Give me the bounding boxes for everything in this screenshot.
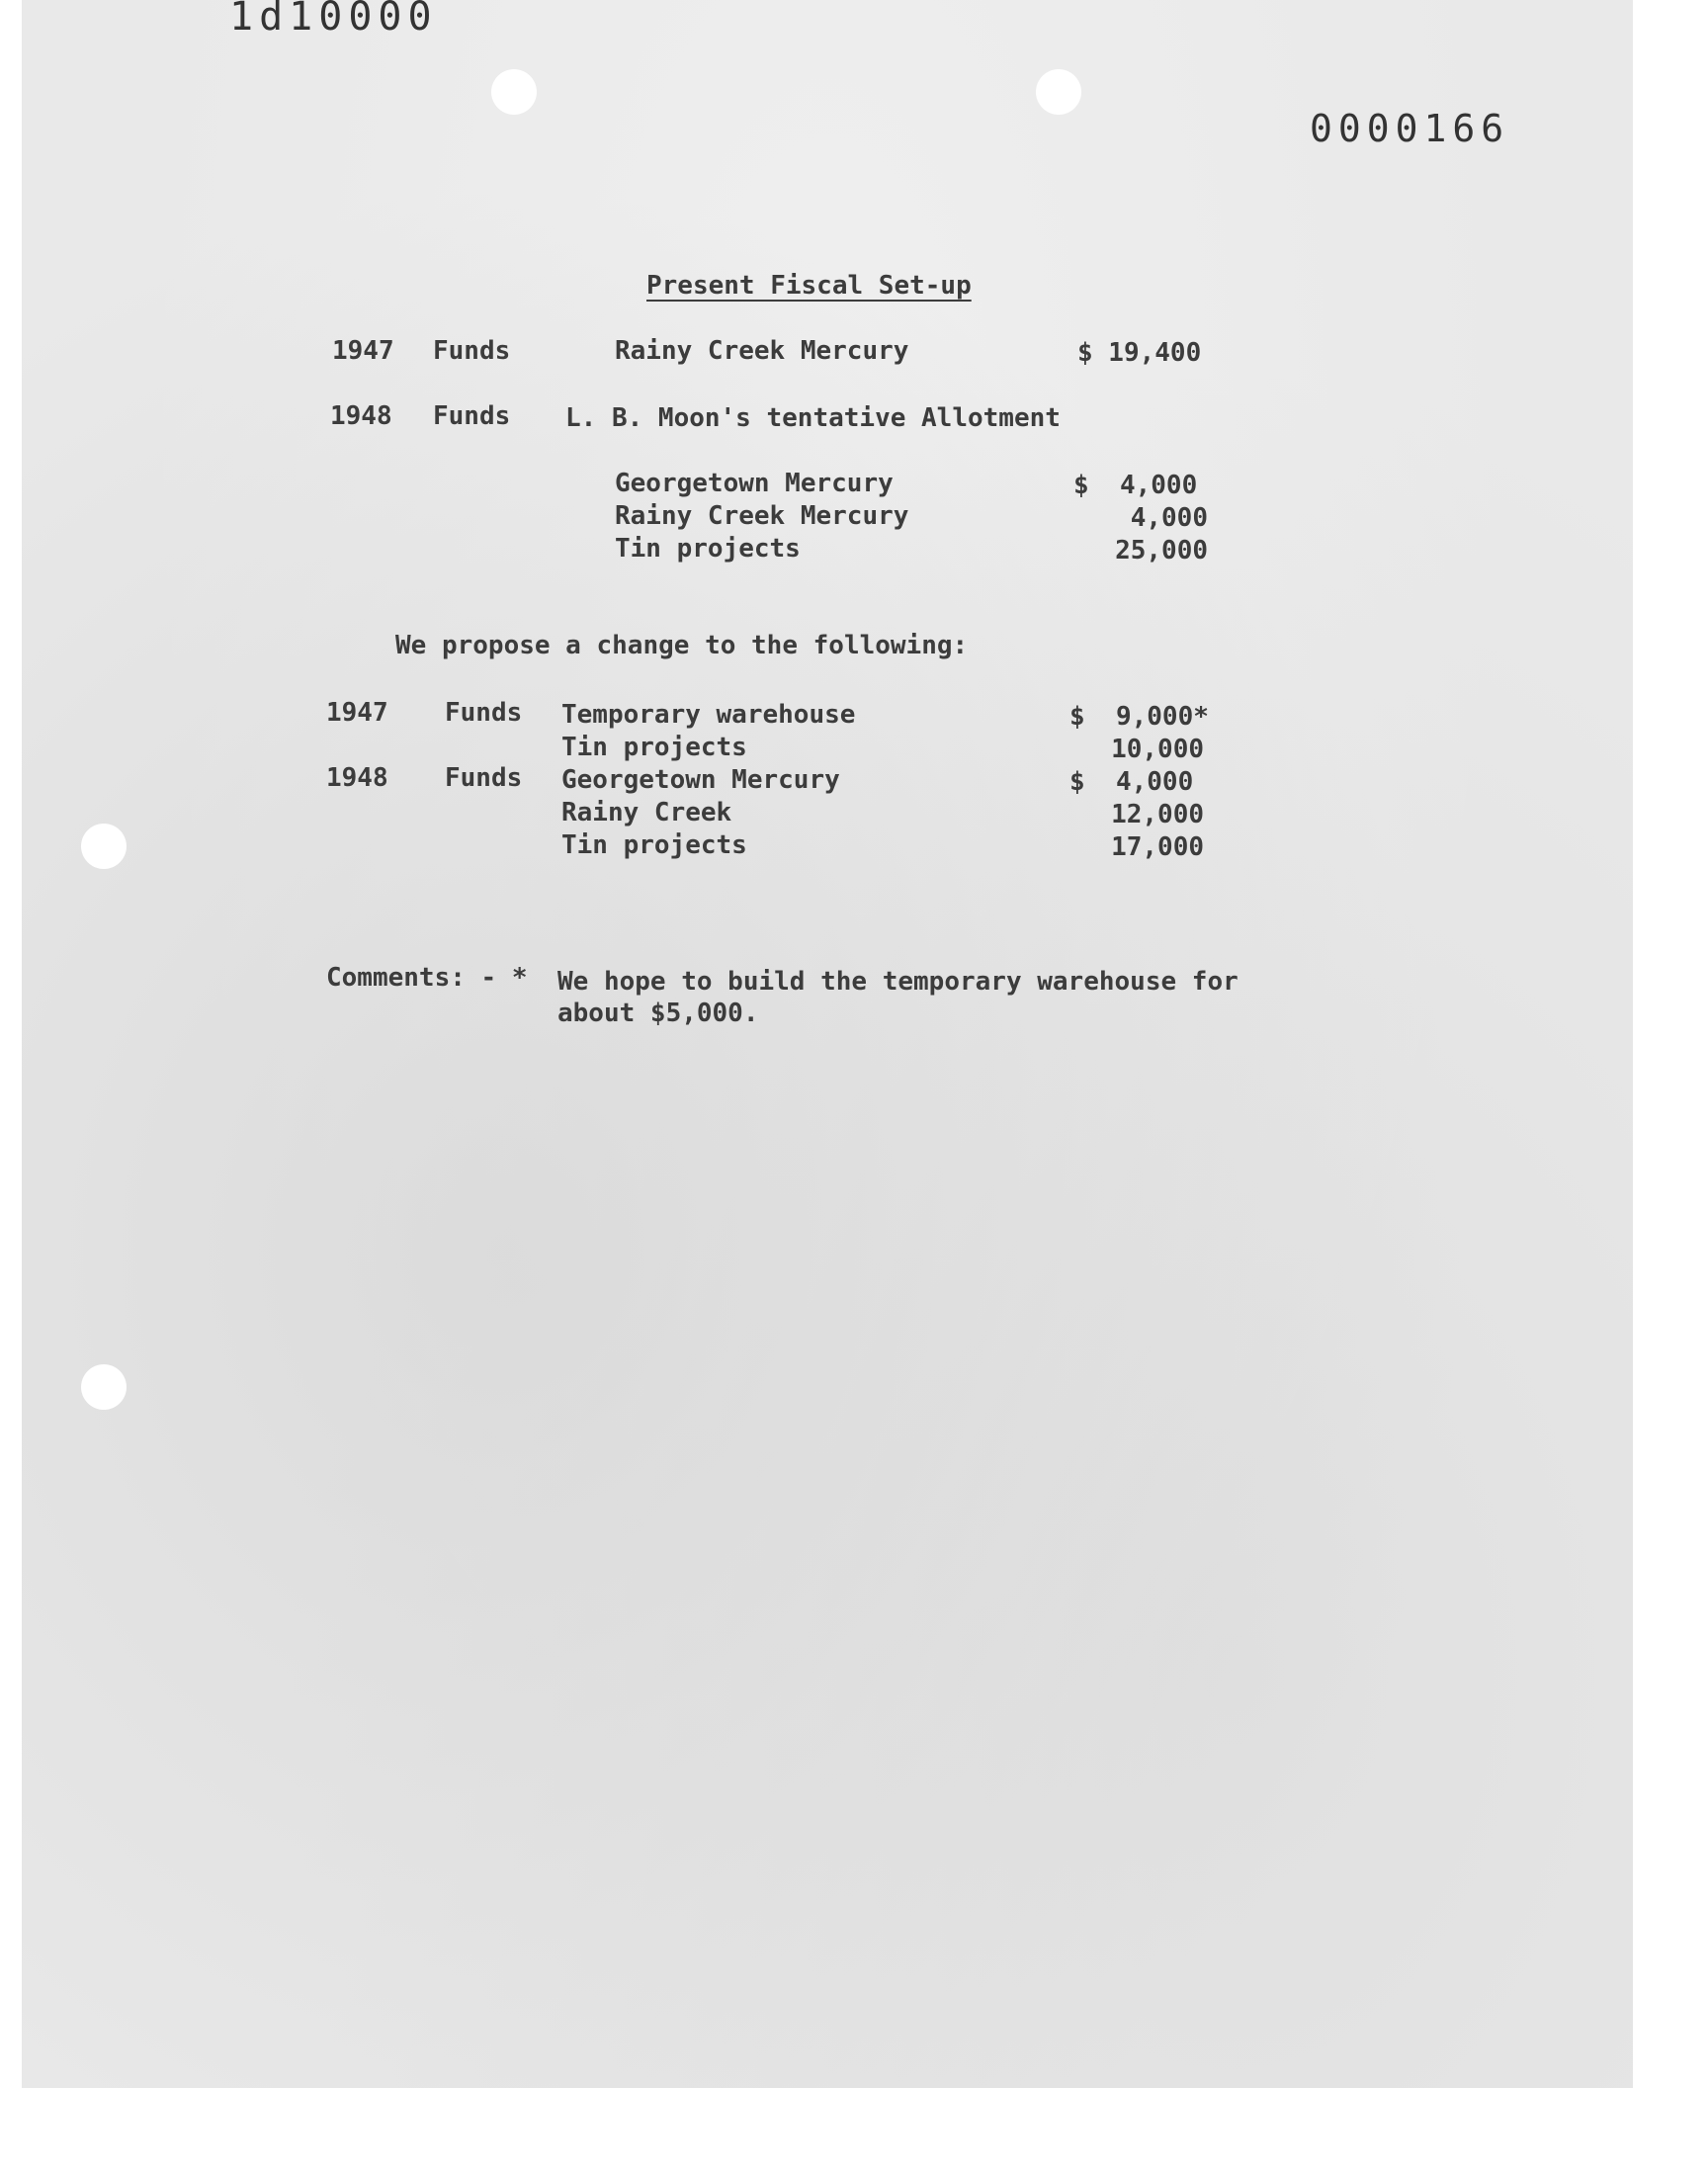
allotment-amount: 25,000 bbox=[1115, 536, 1208, 566]
allotment-amount: $ 4,000 bbox=[1073, 471, 1198, 500]
proposed-item: Rainy Creek bbox=[561, 798, 732, 827]
proposed-1947-year: 1947 bbox=[326, 698, 388, 728]
present-1948-label: Funds bbox=[433, 401, 511, 431]
proposed-amount: 17,000 bbox=[1111, 832, 1204, 862]
punch-hole bbox=[81, 1364, 127, 1410]
present-1948-year: 1948 bbox=[330, 401, 392, 431]
present-1947-label: Funds bbox=[433, 336, 511, 366]
comments-label: Comments: - * bbox=[326, 963, 528, 993]
proposed-item: Tin projects bbox=[561, 733, 747, 762]
proposed-amount: 10,000 bbox=[1111, 735, 1204, 764]
punch-hole bbox=[81, 824, 127, 869]
present-1947-item: Rainy Creek Mercury bbox=[615, 336, 909, 366]
proposed-amount: 12,000 bbox=[1111, 800, 1204, 829]
proposed-amount: $ 9,000* bbox=[1069, 702, 1209, 732]
present-1947-amount: $ 19,400 bbox=[1077, 338, 1202, 368]
allotment-amount: 4,000 bbox=[1130, 503, 1208, 533]
stamp-number-top-right: 0000166 bbox=[1310, 107, 1510, 150]
punch-hole bbox=[491, 69, 537, 115]
present-1947-year: 1947 bbox=[332, 336, 394, 366]
proposed-1948-label: Funds bbox=[445, 763, 523, 793]
present-1948-item: L. B. Moon's tentative Allotment bbox=[565, 403, 1061, 433]
comments-line: about $5,000. bbox=[557, 999, 759, 1028]
page-title: Present Fiscal Set-up bbox=[646, 271, 972, 301]
comments-line: We hope to build the temporary warehouse for bbox=[557, 967, 1238, 997]
proposed-1947-label: Funds bbox=[445, 698, 523, 728]
stamp-number-top-left: 1d10000 bbox=[229, 0, 438, 40]
punch-hole bbox=[1036, 69, 1081, 115]
allotment-item: Rainy Creek Mercury bbox=[615, 501, 909, 531]
proposed-item: Tin projects bbox=[561, 830, 747, 860]
proposed-amount: $ 4,000 bbox=[1069, 767, 1194, 797]
document-page bbox=[22, 0, 1633, 2088]
allotment-item: Tin projects bbox=[615, 534, 801, 564]
allotment-item: Georgetown Mercury bbox=[615, 469, 894, 498]
proposed-item: Georgetown Mercury bbox=[561, 765, 840, 795]
proposed-item: Temporary warehouse bbox=[561, 700, 856, 730]
proposed-1948-year: 1948 bbox=[326, 763, 388, 793]
proposal-intro: We propose a change to the following: bbox=[395, 631, 969, 660]
